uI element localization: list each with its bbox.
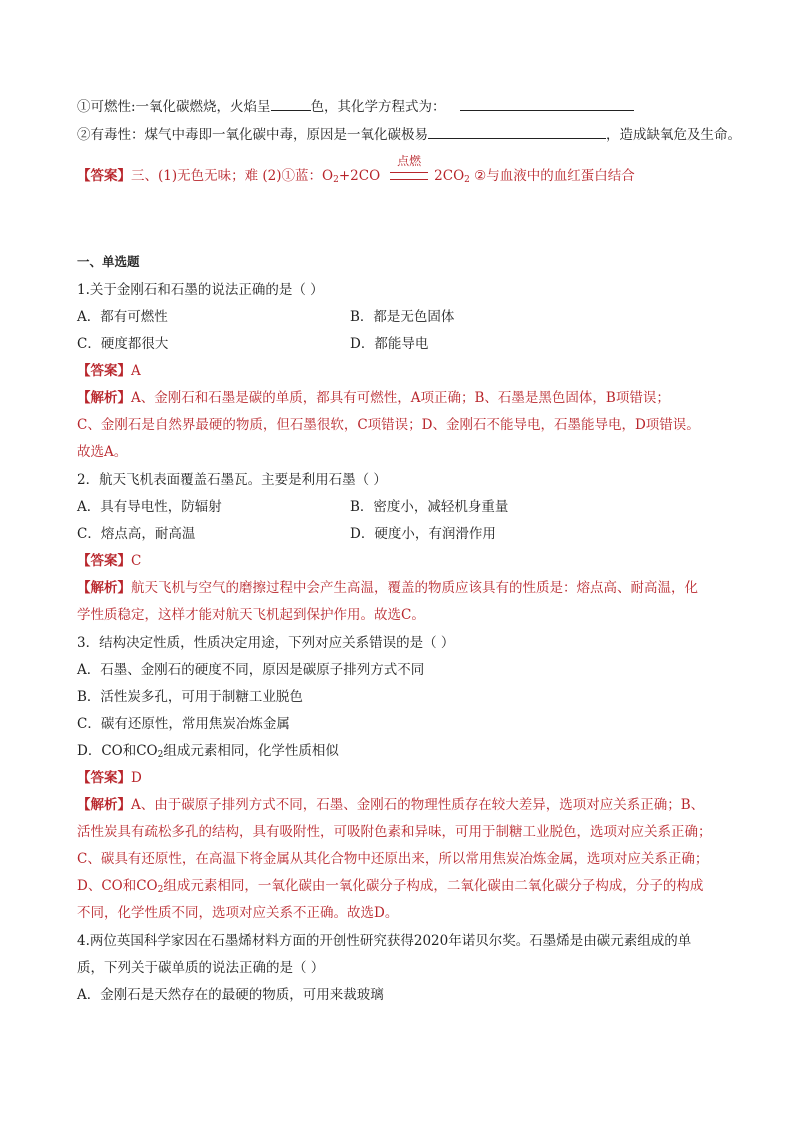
q2-stem: 2．航天飞机表面覆盖石墨瓦。主要是利用石墨（ ） — [77, 472, 387, 488]
q1-stem: 1.关于金刚石和石墨的说法正确的是（ ） — [77, 282, 324, 298]
q3-explanation-1 — [77, 795, 704, 815]
q3-explanation-tag: 【解析】 — [77, 797, 131, 813]
q1-explanation-3: 故选A。 — [77, 444, 128, 460]
q2-option-d[interactable]: D．硬度小，有润滑作用 — [350, 526, 496, 542]
q3-stem: 3．结构决定性质，性质决定用途，下列对应关系错误的是（ ） — [77, 635, 455, 651]
q1-explanation-1 — [77, 388, 670, 408]
section-title: 一、单选题 — [77, 254, 140, 269]
q4-option-a[interactable]: A．金刚石是天然存在的最硬的物质，可用来裁玻璃 — [77, 987, 384, 1003]
answer-text-3: 2CO — [434, 168, 465, 184]
q1-option-c[interactable]: C．硬度都很大 — [77, 336, 169, 352]
answer-sub-1: 2 — [333, 175, 339, 185]
q3-explanation-text-1: A、由于碳原子排列方式不同，石墨、金刚石的物理性质存在较大差异，选项对应关系正确；B、 — [131, 797, 705, 813]
q1-explanation-2: C、金刚石是自然界最硬的物质，但石墨很软，C项错误；D、金刚石不能导电，石墨能导电，D项错误。 — [77, 417, 700, 433]
q3-explanation-4-text-1: D、CO和CO — [77, 878, 158, 894]
answer-sub-2: 2 — [464, 175, 470, 185]
q1-answer — [77, 361, 141, 381]
q2-explanation-tag: 【解析】 — [77, 580, 131, 596]
q1-option-a[interactable]: A．都有可燃性 — [77, 309, 168, 325]
q4-stem-1: 4.两位英国科学家因在石墨烯材料方面的开创性研究获得2020年诺贝尔奖。石墨烯是由碳元素组成的单 — [77, 933, 692, 949]
q2-explanation-1 — [77, 578, 698, 598]
q1-option-b[interactable]: B．都是无色固体 — [350, 309, 455, 325]
intro-line2-prefix: ②有毒性：煤气中毒即一氧化碳中毒，原因是一氧化碳极易 — [77, 127, 428, 143]
q3-option-d[interactable] — [77, 741, 339, 765]
q3-explanation-4 — [77, 876, 703, 900]
equals-sign — [390, 172, 428, 180]
q2-explanation-text-1: 航天飞机与空气的磨擦过程中会产生高温，覆盖的物质应该具有的性质是：熔点高、耐高温，化 — [131, 580, 698, 596]
q2-answer-value: C — [131, 553, 142, 569]
q4-stem-2: 质，下列关于碳单质的说法正确的是（ ） — [77, 960, 325, 976]
q3-option-c[interactable]: C．碳有还原性，常用焦炭冶炼金属 — [77, 716, 290, 732]
intro-line1-mid: 色，其化学方程式为： — [310, 99, 446, 115]
answer-text-2: +2CO — [338, 168, 381, 184]
q3-answer — [77, 768, 142, 788]
intro-line1-prefix: ①可燃性:一氧化碳燃烧，火焰呈 — [77, 99, 271, 115]
condition-label: 点燃 — [397, 154, 422, 168]
intro-line-toxicity — [77, 124, 741, 145]
q3-option-b[interactable]: B．活性炭多孔，可用于制糖工业脱色 — [77, 689, 303, 705]
q2-option-c[interactable]: C．熔点高，耐高温 — [77, 526, 196, 542]
q2-option-a[interactable]: A．具有导电性，防辐射 — [77, 499, 222, 515]
q1-answer-tag: 【答案】 — [77, 363, 131, 379]
q3-answer-tag: 【答案】 — [77, 770, 131, 786]
answer-text-1: 三、(1)无色无味；难 (2)①蓝：O — [131, 168, 334, 184]
q3-explanation-3: C、碳具有还原性，在高温下将金属从其化合物中还原出来，所以常用焦炭冶炼金属，选项对应关系正确； — [77, 851, 709, 867]
q2-option-b[interactable]: B．密度小，减轻机身重量 — [350, 499, 509, 515]
q3-explanation-4-sub: 2 — [157, 885, 164, 895]
q1-answer-value: A — [131, 363, 141, 379]
q3-option-d-sub: 2 — [157, 750, 164, 760]
q3-option-d-text-2: 组成元素相同，化学性质相似 — [163, 743, 339, 759]
answer-tag: 【答案】 — [77, 168, 131, 184]
q3-option-a[interactable]: A．石墨、金刚石的硬度不同，原因是碳原子排列方式不同 — [77, 662, 425, 678]
q1-explanation-text-1: A、金刚石和石墨是碳的单质，都具有可燃性，A项正确；B、石墨是黑色固体，B项错误； — [131, 390, 670, 406]
q2-explanation-2: 学性质稳定，这样才能对航天飞机起到保护作用。故选C。 — [77, 607, 425, 623]
q3-explanation-2: 活性炭具有疏松多孔的结构，具有吸附性，可吸附色素和异味，可用于制糖工业脱色，选项对应关系正确； — [77, 824, 712, 840]
answer-text-4: ②与血液中的血红蛋白结合 — [469, 168, 635, 184]
q3-answer-value: D — [131, 770, 142, 786]
intro-answer — [77, 154, 635, 190]
q3-explanation-4-text-2: 组成元素相同，一氧化碳由一氧化碳分子构成，二氧化碳由二氧化碳分子构成，分子的构成 — [163, 878, 704, 894]
blank-flame-color[interactable] — [271, 96, 311, 111]
reaction-condition — [390, 154, 428, 180]
q2-answer — [77, 551, 141, 571]
q3-option-d-text-1: D．CO和CO — [77, 743, 158, 759]
blank-toxicity-reason[interactable] — [428, 124, 606, 139]
intro-line2-suffix: ，造成缺氧危及生命。 — [606, 127, 741, 143]
blank-equation[interactable] — [460, 96, 634, 111]
intro-line-flammability — [77, 96, 634, 117]
q1-option-d[interactable]: D．都能导电 — [350, 336, 429, 352]
q3-explanation-5: 不同，化学性质不同，选项对应关系不正确。故选D。 — [77, 905, 399, 921]
q1-explanation-tag: 【解析】 — [77, 390, 131, 406]
q2-answer-tag: 【答案】 — [77, 553, 131, 569]
